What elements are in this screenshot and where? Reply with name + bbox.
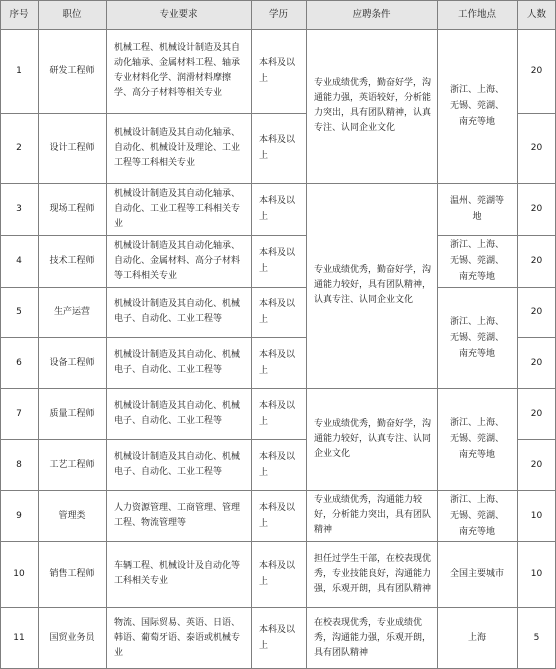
row-3-position: 现场工程师 xyxy=(49,204,95,214)
row-4-major: 机械设计制造及其自动化轴承、自动化、金属材料、高分子材料等工科相关专业 xyxy=(114,240,241,281)
row-11-no: 11 xyxy=(13,633,25,643)
row-line xyxy=(0,607,306,608)
row-3-no: 3 xyxy=(16,204,22,214)
row-9-count: 10 xyxy=(530,510,543,521)
col-line xyxy=(306,0,307,669)
row-9-education: 本科及以上 xyxy=(259,502,296,529)
row-line xyxy=(517,183,556,184)
row-line xyxy=(437,235,517,236)
row-line xyxy=(517,337,556,338)
location-group-7: 全国主要城市 xyxy=(449,569,504,579)
row-2-education: 本科及以上 xyxy=(259,135,296,161)
row-11-education: 本科及以上 xyxy=(259,625,296,651)
row-9-major: 人力资源管理、工商管理、管理工程、物流管理等 xyxy=(114,502,241,528)
row-8-no: 8 xyxy=(16,459,22,470)
header-major: 专业要求 xyxy=(159,8,198,20)
conditions-group-4: 专业成绩优秀，沟通能力较好，分析能力突出，具有团队精神 xyxy=(314,495,432,535)
col-line xyxy=(251,0,252,669)
row-line xyxy=(0,29,556,30)
conditions-group-2: 专业成绩优秀，勤奋好学，沟通能力较好，具有团队精神，认真专注、认同企业文化 xyxy=(314,265,432,305)
row-line xyxy=(306,607,437,608)
row-line xyxy=(517,388,556,389)
row-line xyxy=(306,541,437,542)
header-position: 职位 xyxy=(62,8,82,20)
row-line xyxy=(0,337,306,338)
row-line xyxy=(437,607,517,608)
row-line xyxy=(437,490,517,491)
location-group-8: 上海 xyxy=(467,633,486,643)
border-top xyxy=(0,0,556,1)
conditions-group-3: 专业成绩优秀，勤奋好学，沟通能力较好，认真专注、认同企业文化 xyxy=(314,418,432,459)
row-line xyxy=(437,541,517,542)
row-line xyxy=(517,490,556,491)
row-9-position: 管理类 xyxy=(58,510,86,521)
row-6-count: 20 xyxy=(530,357,543,368)
row-4-no: 4 xyxy=(16,256,22,266)
row-3-count: 20 xyxy=(530,204,543,214)
row-3-major: 机械设计制造及其自动化轴承、自动化、工业工程等工科相关专业 xyxy=(114,188,241,229)
col-line xyxy=(517,0,518,669)
row-line xyxy=(517,541,556,542)
row-line xyxy=(0,235,306,236)
row-7-count: 20 xyxy=(530,408,543,419)
row-1-no: 1 xyxy=(16,66,22,76)
row-4-position: 技术工程师 xyxy=(49,256,95,266)
row-11-major: 物流、国际贸易、英语、日语、韩语、葡萄牙语、泰语或机械专业 xyxy=(114,617,241,658)
row-line xyxy=(0,490,306,491)
row-line xyxy=(0,113,306,114)
row-3-education: 本科及以上 xyxy=(259,196,296,222)
row-10-position: 销售工程师 xyxy=(49,569,95,579)
row-8-major: 机械设计制造及其自动化、机械电子、自动化、工业工程等 xyxy=(114,451,241,477)
row-2-major: 机械设计制造及其自动化轴承、自动化、机械设计及理论、工业工程等工科相关专业 xyxy=(114,127,241,168)
row-line xyxy=(517,439,556,440)
row-7-position: 质量工程师 xyxy=(49,408,95,419)
row-2-position: 设计工程师 xyxy=(49,143,95,153)
location-group-4: 浙江、上海、无锡、莞湖、南充等地 xyxy=(449,316,504,359)
row-line xyxy=(0,183,306,184)
row-line xyxy=(0,287,306,288)
row-2-no: 2 xyxy=(16,143,22,153)
row-10-education: 本科及以上 xyxy=(259,561,296,587)
row-6-position: 设备工程师 xyxy=(49,357,95,368)
row-line xyxy=(306,388,437,389)
row-5-major: 机械设计制造及其自动化、机械电子、自动化、工业工程等 xyxy=(114,299,241,324)
row-4-count: 20 xyxy=(530,256,543,266)
row-6-education: 本科及以上 xyxy=(259,349,296,376)
row-11-position: 国贸业务员 xyxy=(49,633,95,643)
header-conditions: 应聘条件 xyxy=(352,8,391,20)
row-line xyxy=(517,607,556,608)
row-5-count: 20 xyxy=(530,307,543,317)
row-line xyxy=(0,439,306,440)
row-7-education: 本科及以上 xyxy=(259,400,296,427)
location-group-1: 浙江、上海、无锡、莞湖、南充等地 xyxy=(449,85,504,127)
row-9-no: 9 xyxy=(16,510,22,521)
col-line xyxy=(38,0,39,669)
col-line xyxy=(437,0,438,669)
col-line xyxy=(106,0,107,669)
row-line xyxy=(306,490,437,491)
header-count: 人数 xyxy=(526,8,546,20)
row-6-major: 机械设计制造及其自动化、机械电子、自动化、工业工程等 xyxy=(114,349,241,375)
border-left xyxy=(0,0,1,669)
row-5-no: 5 xyxy=(16,307,22,317)
location-group-6: 浙江、上海、无锡、莞湖、南充等地 xyxy=(449,494,504,537)
row-line xyxy=(517,235,556,236)
conditions-group-5: 担任过学生干部，在校表现优秀，专业技能良好，沟通能力强，乐观开朗，具有团队精神 xyxy=(314,553,432,594)
row-5-position: 生产运营 xyxy=(53,307,90,317)
row-1-major: 机械工程、机械设计制造及其自动化轴承、金属材料工程、轴承专业材料化学、润滑材料摩擦学、高分子材料等相关专业 xyxy=(114,43,241,98)
row-line xyxy=(306,183,437,184)
row-8-education: 本科及以上 xyxy=(259,451,296,478)
header-location: 工作地点 xyxy=(457,8,496,20)
row-line xyxy=(0,541,306,542)
row-5-education: 本科及以上 xyxy=(259,299,296,325)
row-10-major: 车辆工程、机械设计及自动化等工科相关专业 xyxy=(114,561,241,586)
row-6-no: 6 xyxy=(16,357,22,368)
row-10-count: 10 xyxy=(530,569,543,579)
location-group-2: 温州、莞湖等地 xyxy=(449,196,504,222)
row-11-count: 5 xyxy=(533,633,540,643)
conditions-group-1: 专业成绩优秀，勤奋好学，沟通能力强，英语较好，分析能力突出，具有团队精神，认真专注、认同企业文化 xyxy=(314,78,432,133)
row-1-education: 本科及以上 xyxy=(259,58,296,84)
row-line xyxy=(517,113,556,114)
row-1-position: 研发工程师 xyxy=(49,66,95,76)
row-line xyxy=(517,287,556,288)
conditions-group-6: 在校表现优秀，专业成绩优秀，沟通能力强，乐观开朗，具有团队精神 xyxy=(314,617,432,658)
row-1-count: 20 xyxy=(530,66,543,76)
row-line xyxy=(437,287,517,288)
row-7-major: 机械设计制造及其自动化、机械电子、自动化、工业工程等 xyxy=(114,400,241,426)
row-8-count: 20 xyxy=(530,459,543,470)
row-8-position: 工艺工程师 xyxy=(49,459,95,470)
row-2-count: 20 xyxy=(530,143,543,153)
row-line xyxy=(437,183,517,184)
row-10-no: 10 xyxy=(13,569,25,579)
location-group-3: 浙江、上海、无锡、莞湖、南充等地 xyxy=(449,240,504,282)
row-7-no: 7 xyxy=(16,408,22,419)
row-line xyxy=(0,388,306,389)
location-group-5: 浙江、上海、无锡、莞湖、南充等地 xyxy=(449,418,504,460)
header-no: 序号 xyxy=(9,8,29,20)
row-line xyxy=(437,388,517,389)
row-4-education: 本科及以上 xyxy=(259,248,296,274)
header-education: 学历 xyxy=(268,8,288,20)
